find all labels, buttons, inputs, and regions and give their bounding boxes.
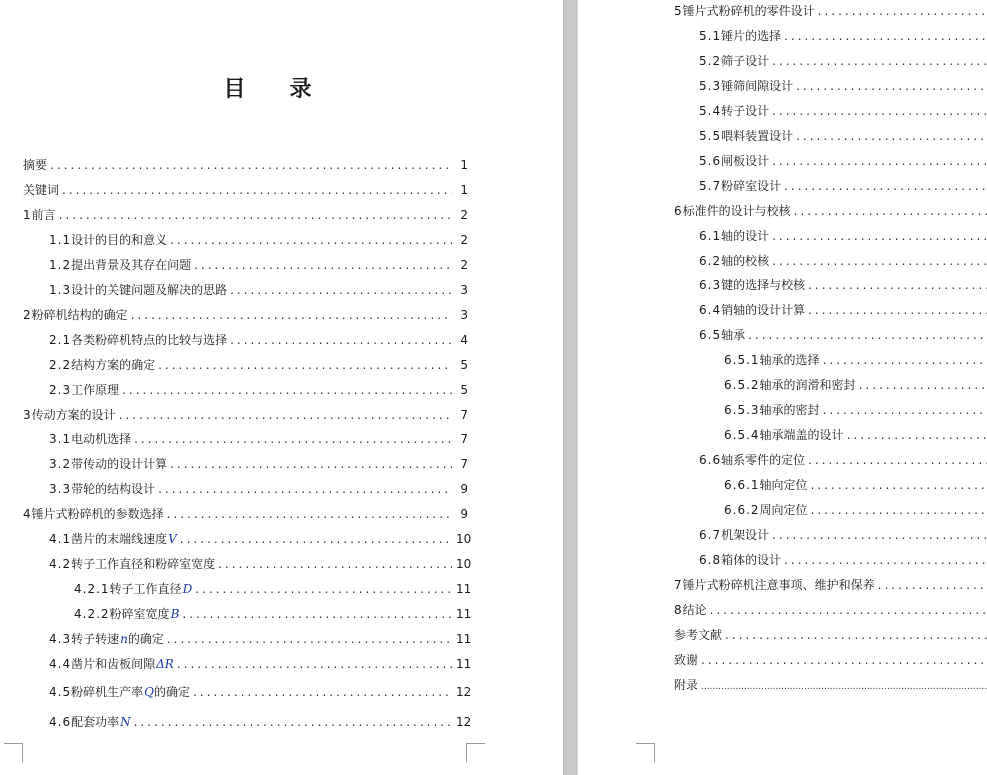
toc-entry-title-suffix: 的确定 [153, 684, 190, 699]
toc-entry[interactable] [674, 201, 987, 221]
toc-entry-title: 轴承端盖的设计 [759, 428, 844, 443]
toc-entry-number: 6.5.2 [724, 378, 760, 393]
toc-entry-variable: B [170, 607, 180, 622]
toc-entry[interactable] [674, 1, 987, 21]
toc-entry-title: 闸板设计 [721, 153, 770, 168]
toc-entry-number: 6.5.4 [724, 428, 760, 443]
toc-dot-leader [119, 405, 452, 425]
toc-entry-number: 4.1 [49, 532, 72, 547]
toc-dot-leader [784, 26, 987, 46]
toc-page-number: 3 [460, 307, 468, 322]
toc-dot-leader [134, 429, 452, 449]
toc-entry[interactable] [699, 101, 987, 121]
toc-entry-title: 轴的设计 [721, 228, 770, 243]
toc-entry[interactable] [699, 76, 987, 96]
toc-entry[interactable] [49, 529, 472, 549]
toc-entry-number: 2.3 [49, 382, 72, 397]
toc-entry[interactable] [724, 375, 987, 395]
toc-entry[interactable] [724, 500, 987, 520]
toc-dot-leader [808, 275, 987, 295]
toc-entry-title: 转子工作直径和粉碎室宽度 [71, 557, 216, 572]
toc-page-number: 12 [456, 684, 472, 699]
toc-dot-leader [134, 712, 452, 732]
toc-entry[interactable] [49, 429, 468, 449]
toc-entry-title: 销轴的设计计算 [721, 303, 806, 318]
toc-entry-number: 4 [23, 507, 32, 522]
toc-entry-title: 电动机选择 [71, 432, 132, 447]
toc-entry-number: 6.1 [699, 228, 722, 243]
toc-entry-number: 6.6 [699, 453, 722, 468]
toc-entry-title: 粉碎机结构的确定 [31, 307, 128, 322]
toc-dot-leader [59, 205, 452, 225]
toc-entry-number: 6.7 [699, 527, 722, 542]
toc-page-number: 7 [460, 407, 468, 422]
toc-entry-title: 锤片的选择 [721, 28, 782, 43]
toc-entry[interactable] [699, 300, 987, 320]
toc-entry-title: 前言 [31, 207, 56, 222]
toc-entry-variable: n [120, 632, 128, 647]
toc-dot-leader [859, 375, 987, 395]
toc-dot-leader [170, 230, 452, 250]
toc-entry[interactable] [699, 251, 987, 271]
toc-entry-number: 6.5 [699, 328, 722, 343]
toc-dot-leader [772, 251, 987, 271]
toc-entry-number: 5.6 [699, 153, 722, 168]
toc-entry-title: 锤筛间隙设计 [721, 78, 794, 93]
toc-entry-number: 6.2 [699, 253, 722, 268]
toc-entry-title-suffix: 的确定 [127, 632, 164, 647]
toc-entry-number: 4.2.2 [74, 607, 110, 622]
toc-entry[interactable] [23, 504, 468, 524]
toc-page-number: 11 [456, 582, 472, 597]
toc-dot-leader [794, 201, 987, 221]
toc-page-number: 1 [460, 158, 468, 172]
toc-entry-number: 4.6 [49, 714, 72, 729]
toc-dot-leader [182, 604, 452, 624]
toc-entry-number: 3 [23, 407, 32, 422]
toc-entry-title: 粉碎室宽度 [109, 607, 170, 622]
toc-entry[interactable] [49, 654, 472, 674]
toc-entry-title: 带传动的设计计算 [71, 457, 168, 472]
page-gutter [563, 0, 578, 775]
toc-entry-number: 2 [23, 307, 32, 322]
toc-entry[interactable] [49, 629, 472, 649]
toc-entry-number: 6.6.2 [724, 503, 760, 517]
toc-entry[interactable] [674, 675, 987, 695]
toc-entry-title: 凿片和齿板间隙 [71, 657, 156, 671]
toc-entry-title: 粉碎机生产率 [71, 684, 144, 699]
toc-entry-title: 工作原理 [71, 382, 120, 397]
toc-entry-title: 轴系零件的定位 [721, 453, 806, 468]
toc-dot-leader [194, 255, 452, 275]
toc-entry-number: 4.4 [49, 657, 72, 671]
toc-entry-title: 轴承的选择 [759, 353, 820, 368]
toc-dot-leader [878, 575, 987, 595]
toc-dot-leader [167, 629, 452, 649]
toc-entry-title: 致谢 [674, 652, 699, 667]
toc-entry[interactable] [49, 554, 472, 574]
title-char-2: 录 [289, 76, 312, 102]
toc-dot-leader [193, 682, 452, 702]
toc-entry-title: 箱体的设计 [721, 552, 782, 567]
toc-entry-number: 6.5.1 [724, 353, 760, 368]
toc-entry-title: 轴承 [721, 328, 746, 343]
toc-entry-number: 6.3 [699, 278, 722, 293]
toc-entry-number: 7 [674, 577, 683, 592]
toc-entry-title: 各类粉碎机特点的比较与选择 [71, 332, 228, 347]
toc-dot-leader [62, 180, 452, 200]
toc-entry[interactable] [49, 280, 468, 300]
toc-dot-leader [167, 504, 452, 524]
toc-entry-title: 转子转速 [71, 632, 120, 647]
toc-entry-title: 关键词 [23, 182, 60, 197]
toc-entry-title: 粉碎室设计 [721, 178, 782, 193]
toc-entry-title: 锤片式粉碎机注意事项、维护和保养 [682, 577, 875, 592]
toc-page-number: 3 [460, 282, 468, 297]
toc-entry-number: 1 [23, 207, 32, 222]
toc-entry[interactable] [699, 26, 987, 46]
toc-page-number: 7 [460, 457, 468, 472]
toc-entry-number: 5.2 [699, 53, 722, 68]
toc-entry[interactable] [49, 255, 468, 275]
toc-dot-leader [122, 380, 452, 400]
toc-entry[interactable] [49, 380, 468, 400]
toc-dot-leader [796, 76, 987, 96]
toc-entry-title: 设计的目的和意义 [71, 232, 168, 247]
toc-entry[interactable] [49, 230, 468, 250]
toc-entry-title: 结论 [682, 602, 707, 617]
toc-dot-leader [701, 650, 987, 670]
toc-entry[interactable] [674, 575, 987, 595]
toc-entry-number: 2.1 [49, 332, 72, 347]
toc-entry-number: 4.2 [49, 557, 72, 572]
toc-dot-leader [772, 151, 987, 171]
toc-dot-leader [784, 176, 987, 196]
toc-entry-variable: Q [144, 684, 154, 699]
toc-entry-title: 凿片的末端线速度 [71, 532, 168, 547]
toc-entry-title: 转子工作直径 [109, 582, 182, 597]
toc-entry[interactable] [699, 550, 987, 570]
toc-entry-number: 6.8 [699, 552, 722, 567]
toc-page-number: 11 [456, 632, 472, 647]
toc-page-number: 10 [456, 532, 472, 547]
toc-page-number: 5 [460, 382, 468, 397]
toc-entry-number: 1.3 [49, 282, 72, 297]
toc-dot-leader [230, 280, 452, 300]
toc-entry-number: 5 [674, 4, 683, 18]
toc-entry-variable: V [168, 532, 177, 547]
toc-entry[interactable] [699, 325, 987, 345]
toc-dot-leader [701, 677, 987, 697]
toc-entry-title: 带轮的结构设计 [71, 482, 156, 497]
toc-entry-number: 8 [674, 602, 683, 617]
toc-entry-title: 轴的校核 [721, 253, 770, 268]
margin-mark-bottom-right [466, 743, 485, 762]
toc-entry-number: 5.7 [699, 178, 722, 193]
toc-entry[interactable] [699, 226, 987, 246]
toc-entry-title: 提出背景及其存在问题 [71, 257, 192, 272]
toc-dot-leader [177, 654, 452, 674]
toc-entry[interactable] [724, 350, 987, 370]
toc-entry-title: 标准件的设计与校核 [682, 203, 791, 218]
toc-entry[interactable] [49, 682, 472, 702]
document-page-right [578, 0, 987, 775]
toc-entry-number: 1.1 [49, 232, 72, 247]
toc-entry-number: 4.5 [49, 684, 72, 699]
toc-entry[interactable] [23, 205, 468, 225]
toc-entry-number: 6.4 [699, 303, 722, 318]
toc-entry-title: 周向定位 [759, 503, 808, 517]
toc-dot-leader [218, 554, 452, 574]
toc-dot-leader [808, 450, 987, 470]
toc-entry-title: 轴向定位 [759, 478, 808, 493]
toc-entry[interactable] [724, 425, 987, 445]
toc-entry[interactable] [23, 180, 468, 200]
toc-entry-title: 转子设计 [721, 103, 770, 118]
toc-dot-leader [772, 51, 987, 71]
toc-page-number: 2 [460, 257, 468, 272]
toc-entry[interactable] [74, 579, 472, 599]
toc-entry-title: 键的选择与校核 [721, 278, 806, 293]
toc-page-number: 11 [456, 607, 472, 622]
toc-entry[interactable] [49, 479, 468, 499]
toc-dot-leader [710, 600, 987, 620]
toc-entry[interactable] [49, 712, 472, 732]
toc-entry-title: 锤片式粉碎机的零件设计 [682, 4, 815, 18]
toc-entry-variable: N [120, 714, 131, 729]
toc-dot-leader [772, 101, 987, 121]
toc-dot-leader [784, 550, 987, 570]
toc-entry-title: 设计的关键问题及解决的思路 [71, 282, 228, 297]
toc-entry-title: 轴承的密封 [759, 403, 820, 418]
toc-dot-leader [772, 226, 987, 246]
margin-mark-bottom-left [4, 743, 23, 762]
toc-entry[interactable] [699, 126, 987, 146]
toc-dot-leader [808, 300, 987, 320]
toc-entry[interactable] [49, 454, 468, 474]
toc-entry-number: 5.5 [699, 128, 722, 143]
toc-dot-leader [748, 325, 987, 345]
toc-dot-leader [772, 525, 987, 545]
toc-entry-variable: D [182, 582, 193, 597]
toc-entry-number: 5.1 [699, 28, 722, 43]
toc-entry-title: 结构方案的确定 [71, 357, 156, 372]
toc-dot-leader [170, 454, 452, 474]
toc-entry-title: 配套功率 [71, 714, 120, 729]
toc-entry-title: 锤片式粉碎机的参数选择 [31, 507, 164, 522]
toc-page-number: 2 [460, 207, 468, 222]
toc-dot-leader [811, 500, 987, 520]
toc-dot-leader [823, 350, 987, 370]
toc-dot-leader [131, 305, 452, 325]
toc-page-number: 12 [456, 714, 472, 729]
toc-dot-leader [796, 126, 987, 146]
toc-entry-number: 4.2.1 [74, 582, 110, 597]
toc-entry-title: 机架设计 [721, 527, 770, 542]
toc-page-number: 2 [460, 232, 468, 247]
toc-dot-leader [811, 475, 987, 495]
toc-title [0, 72, 535, 103]
toc-entry[interactable] [49, 330, 468, 350]
toc-page-number: 9 [460, 482, 468, 497]
toc-dot-leader [158, 479, 452, 499]
toc-entry[interactable] [23, 305, 468, 325]
toc-entry-number: 4.3 [49, 632, 72, 647]
toc-entry-title: 附录 [674, 677, 699, 692]
toc-entry[interactable] [74, 604, 472, 624]
toc-entry[interactable] [724, 400, 987, 420]
toc-entry[interactable] [699, 275, 987, 295]
toc-dot-leader [823, 400, 987, 420]
toc-page-number: 4 [460, 332, 468, 347]
toc-entry-number: 3.3 [49, 482, 72, 497]
toc-entry[interactable] [724, 475, 987, 495]
toc-entry[interactable] [23, 405, 468, 425]
toc-page-number: 5 [460, 357, 468, 372]
toc-page-number: 7 [460, 432, 468, 447]
toc-entry[interactable] [699, 51, 987, 71]
toc-entry[interactable] [674, 600, 987, 620]
toc-dot-leader [158, 355, 452, 375]
toc-entry[interactable] [674, 625, 987, 645]
toc-entry-number: 2.2 [49, 357, 72, 372]
toc-entry[interactable] [699, 176, 987, 196]
toc-entry-variable: ΔR [156, 657, 174, 671]
toc-page-number: 1 [460, 182, 468, 197]
toc-entry-title: 筛子设计 [721, 53, 770, 68]
toc-entry-title: 喂料装置设计 [721, 128, 794, 143]
toc-entry-number: 6.6.1 [724, 478, 760, 493]
toc-dot-leader [195, 579, 452, 599]
toc-entry[interactable] [49, 355, 468, 375]
toc-entry[interactable] [674, 650, 987, 670]
toc-entry-number: 3.2 [49, 457, 72, 472]
toc-page-number: 10 [456, 557, 472, 572]
toc-entry-number: 5.4 [699, 103, 722, 118]
toc-page-number: 9 [460, 507, 468, 522]
toc-entry-number: 6 [674, 203, 683, 218]
toc-page-number: 11 [456, 657, 472, 671]
toc-entry-number: 5.3 [699, 78, 722, 93]
toc-entry-number: 3.1 [49, 432, 72, 447]
toc-entry-title: 传动方案的设计 [31, 407, 116, 422]
toc-entry-title: 参考文献 [674, 627, 723, 642]
toc-dot-leader [50, 155, 452, 175]
toc-entry-number: 1.2 [49, 257, 72, 272]
toc-entry-title: 摘要 [23, 158, 48, 172]
toc-entry[interactable] [699, 450, 987, 470]
toc-dot-leader [725, 625, 987, 645]
toc-entry-title: 轴承的润滑和密封 [759, 378, 856, 393]
toc-dot-leader [847, 425, 987, 445]
toc-dot-leader [230, 330, 452, 350]
title-char-1: 目 [223, 76, 246, 102]
toc-dot-leader [180, 529, 452, 549]
toc-entry[interactable] [699, 151, 987, 171]
toc-entry[interactable] [23, 155, 468, 175]
toc-dot-leader [818, 1, 987, 21]
margin-mark-bottom-left [636, 743, 655, 762]
toc-entry[interactable] [699, 525, 987, 545]
toc-entry-number: 6.5.3 [724, 403, 760, 418]
